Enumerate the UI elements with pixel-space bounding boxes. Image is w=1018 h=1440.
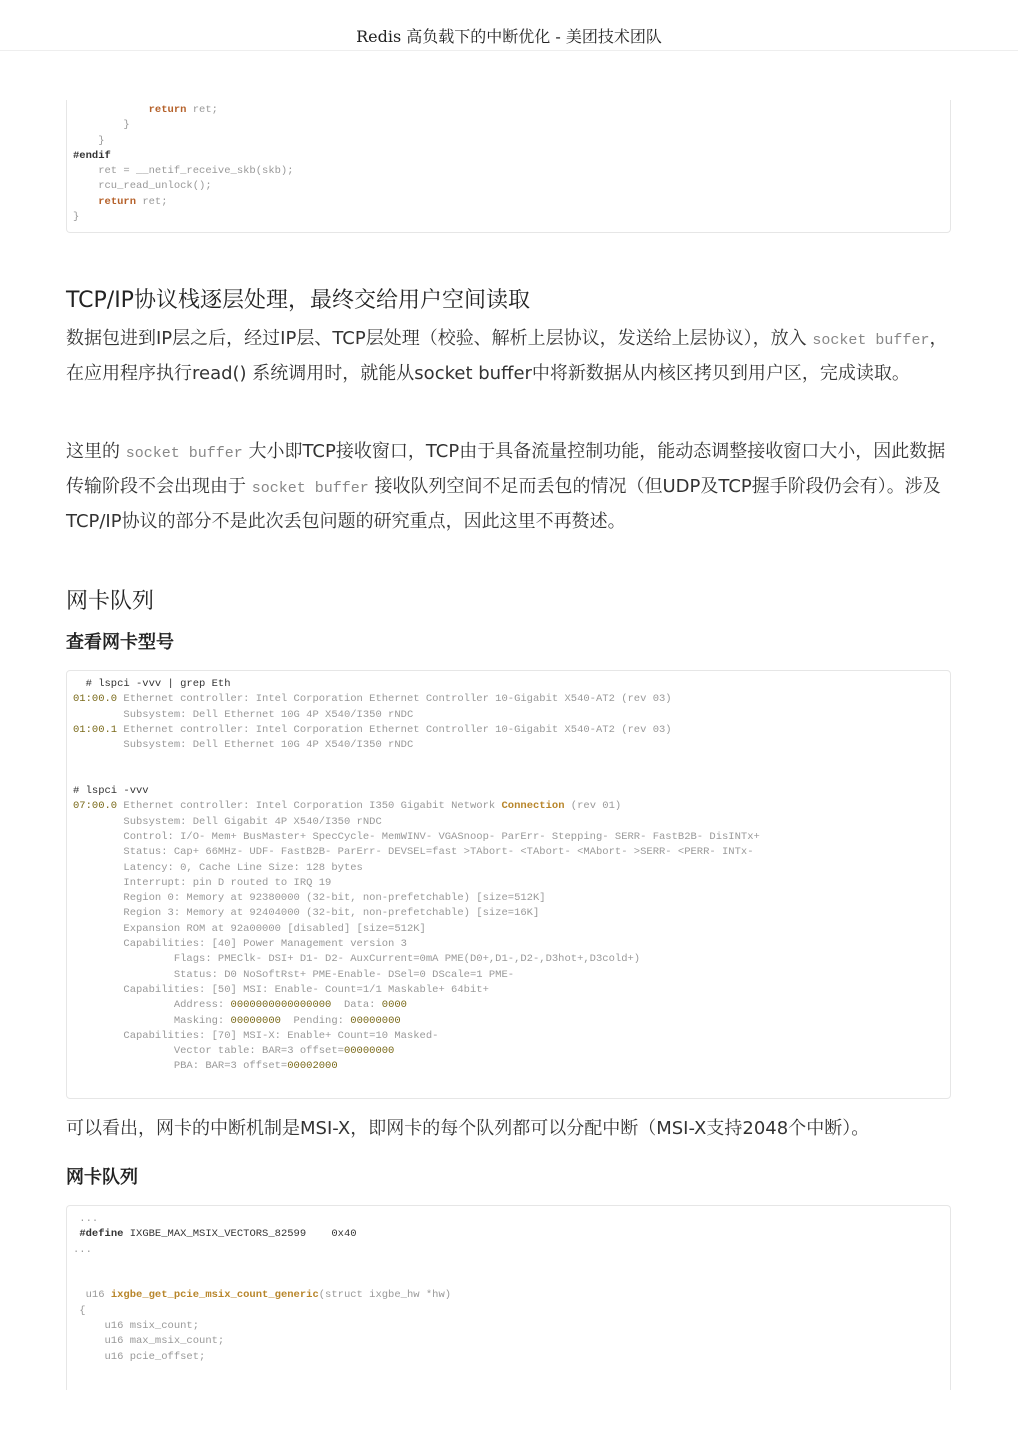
code-line — [73, 1014, 944, 1029]
heading-nic-queue-sub: 网卡队列 — [66, 1167, 138, 1188]
page-title: Redis 高负载下的中断优化 - 美团技术团队 — [356, 27, 662, 46]
code-token: Subsystem: Dell Ethernet 10G 4P X540/I350 rNDC — [73, 739, 414, 752]
code-token: Masking: — [73, 1014, 231, 1027]
code-token: Status: D0 NoSoftRst+ PME-Enable- DSel=0 DScale=1 PME- — [73, 968, 515, 981]
code-token: ret = __netif_receive_skb(skb); — [73, 165, 294, 178]
code-token: u16 pcie_offset; — [73, 1350, 206, 1363]
code-token: Data: — [331, 999, 382, 1012]
code-token: } — [73, 119, 130, 132]
code-token: Status: Cap+ 66MHz- UDF- FastB2B- ParErr- DEVSEL=fast >TAbort- <TAbort- <MAbort- >SERR- <PERR- INTx- — [73, 846, 754, 859]
code-block-lspci — [66, 670, 951, 1099]
code-line — [73, 845, 944, 860]
code-line — [73, 1044, 944, 1059]
code-token: Latency: 0, Cache Line Size: 128 bytes — [73, 861, 363, 874]
code-line — [73, 1273, 944, 1288]
code-line — [73, 815, 944, 830]
code-token: #endif — [73, 149, 111, 162]
code-line — [73, 799, 944, 814]
code-token: Pending: — [280, 1014, 351, 1027]
code-token: Ethernet controller: Intel Corporation I350 Gigabit Network — [117, 800, 502, 813]
p2-text-a: 这里的 — [66, 441, 126, 462]
code-token: Flags: PMEClk- DSI+ D1- D2- AuxCurrent=0mA PME(D0+,D1-,D2-,D3hot+,D3cold+) — [73, 953, 641, 966]
code-token: 00000000 — [350, 1014, 401, 1027]
paragraph-ip-layer — [66, 322, 951, 390]
code-line — [73, 692, 944, 707]
code-token: Control: I/O- Mem+ BusMaster+ SpecCycle- MemWINV- VGASnoop- ParErr- Stepping- SERR- FastB2B- DisINTx+ — [73, 830, 760, 843]
code-line — [73, 1059, 944, 1074]
code-line — [73, 1029, 944, 1044]
code-token: Subsystem: Dell Ethernet 10G 4P X540/I350 rNDC — [73, 708, 414, 721]
code-token: Vector table: BAR=3 offset= — [73, 1045, 344, 1058]
code-line — [73, 103, 944, 118]
code-line — [73, 723, 944, 738]
code-line — [73, 149, 944, 164]
heading-nic-queue: 网卡队列 — [66, 589, 155, 614]
code-line — [73, 769, 944, 784]
header-divider — [0, 50, 1018, 51]
p2-text-c: 接收队列空间不足而丢包的情况（但UDP及TCP握手阶段仍会有）。涉及TCP/IP协议的部分不是此次丢包问题的研究重点，因此这里不再赘述。 — [66, 476, 941, 532]
code-token: Ethernet controller: Intel Corporation Ethernet Controller 10-Gigabit X540-AT2 (rev 03) — [117, 693, 672, 706]
code-token: ... — [73, 1243, 92, 1256]
code-line — [73, 1334, 944, 1349]
code-token: Capabilities: [40] Power Management version 3 — [73, 938, 407, 951]
code-line — [73, 784, 944, 799]
code-token: 00002000 — [287, 1060, 338, 1073]
code-token: # lspci -vvv — [73, 785, 149, 798]
code-token: (struct ixgbe_hw *hw) — [318, 1289, 452, 1302]
code-line — [73, 1319, 944, 1334]
code-token: { — [73, 1304, 86, 1317]
code-block-ixgbe — [66, 1205, 951, 1390]
code-token: } — [73, 134, 105, 147]
inline-code-socket-buffer: socket buffer — [251, 480, 369, 497]
code-line — [73, 998, 944, 1013]
code-token: u16 msix_count; — [73, 1320, 200, 1333]
code-token: Address: — [73, 999, 231, 1012]
code-line — [73, 1288, 944, 1303]
code-token: Capabilities: [50] MSI: Enable- Count=1/1 Maskable+ 64bit+ — [73, 983, 489, 996]
code-token: ... — [73, 1213, 99, 1225]
code-line — [73, 708, 944, 723]
code-token: } — [73, 211, 80, 224]
code-line — [73, 876, 944, 891]
code-token: Capabilities: [70] MSI-X: Enable+ Count=10 Masked- — [73, 1029, 439, 1042]
code-token: return — [148, 104, 187, 116]
code-token — [73, 104, 149, 116]
code-token: ret; — [136, 195, 168, 208]
code-line — [73, 861, 944, 876]
code-token: # lspci -vvv | grep Eth — [73, 678, 231, 690]
code-token: u16 — [73, 1289, 111, 1302]
code-token: 00000000 — [343, 1045, 395, 1058]
code-token: return — [98, 195, 137, 208]
inline-code-socket-buffer: socket buffer — [812, 332, 930, 349]
code-line — [73, 952, 944, 967]
code-token: 0000000000000000 — [230, 999, 332, 1012]
code-line — [73, 1350, 944, 1365]
code-line — [73, 164, 944, 179]
code-token: 01:00.0 — [73, 693, 118, 706]
code-token: PBA: BAR=3 offset= — [73, 1060, 288, 1073]
code-token: #define — [79, 1228, 124, 1241]
code-line — [73, 1304, 944, 1319]
code-token: Region 0: Memory at 92380000 (32-bit, non-prefetchable) [size=512K] — [73, 892, 546, 905]
heading-tcp-ip: TCP/IP协议栈逐层处理，最终交给用户空间读取 — [66, 288, 530, 313]
code-token: 01:00.1 — [73, 723, 118, 736]
code-line — [73, 968, 944, 983]
paragraph-tcp-window — [66, 435, 951, 538]
code-token: Ethernet controller: Intel Corporation Ethernet Controller 10-Gigabit X540-AT2 (rev 03) — [117, 723, 672, 736]
code-token: (rev 01) — [564, 800, 622, 813]
code-line — [73, 210, 944, 225]
code-token — [73, 196, 98, 208]
code-line — [73, 738, 944, 753]
code-line — [73, 677, 944, 692]
code-line — [73, 1212, 944, 1227]
code-line — [73, 1243, 944, 1258]
code-line — [73, 922, 944, 937]
code-line — [73, 134, 944, 149]
code-line — [73, 118, 944, 133]
p2-text-b: 大小即TCP接收窗口，TCP由于具备流量控制功能，能动态调整接收窗口大小，因此数据传输阶段不会出现由于 — [66, 441, 946, 497]
code-token: rcu_read_unlock(); — [73, 180, 212, 193]
code-token: 0000 — [381, 999, 407, 1012]
code-line — [73, 983, 944, 998]
code-token: Expansion ROM at 92a00000 [disabled] [size=512K] — [73, 922, 426, 935]
code-line — [73, 937, 944, 952]
p1-text-b: ，在应用程序执行read() 系统调用时，就能从socket buffer中将新数据从内核区拷贝到用户区，完成读取。 — [66, 328, 948, 384]
code-token: ret; — [186, 104, 218, 116]
code-token: IXGBE_MAX_MSIX_VECTORS_82599 0x40 — [123, 1228, 357, 1241]
code-token: 07:00.0 — [73, 800, 118, 813]
code-token: Region 3: Memory at 92404000 (32-bit, non-prefetchable) [size=16K] — [73, 907, 540, 920]
heading-nic-model: 查看网卡型号 — [66, 632, 174, 653]
code-line — [73, 906, 944, 921]
code-line — [73, 195, 944, 210]
inline-code-socket-buffer: socket buffer — [125, 445, 243, 462]
code-token: 00000000 — [230, 1014, 281, 1027]
code-line — [73, 1227, 944, 1242]
code-line — [73, 830, 944, 845]
code-token: Subsystem: Dell Gigabit 4P X540/I350 rNDC — [73, 815, 382, 828]
code-line — [73, 179, 944, 194]
p1-text-a: 数据包进到IP层之后，经过IP层、TCP层处理（校验、解析上层协议，发送给上层协议），放入 — [66, 328, 813, 349]
paragraph-msix: 可以看出，网卡的中断机制是MSI-X，即网卡的每个队列都可以分配中断（MSI-X支持2048个中断）。 — [66, 1118, 870, 1139]
code-line — [73, 891, 944, 906]
code-token: Connection — [501, 800, 565, 813]
code-line — [73, 1258, 944, 1273]
code-line — [73, 753, 944, 768]
code-token: u16 max_msix_count; — [73, 1335, 225, 1348]
code-token: ixgbe_get_pcie_msix_count_generic — [110, 1289, 319, 1302]
code-block-netif — [66, 100, 951, 233]
code-token: Interrupt: pin D routed to IRQ 19 — [73, 876, 332, 889]
